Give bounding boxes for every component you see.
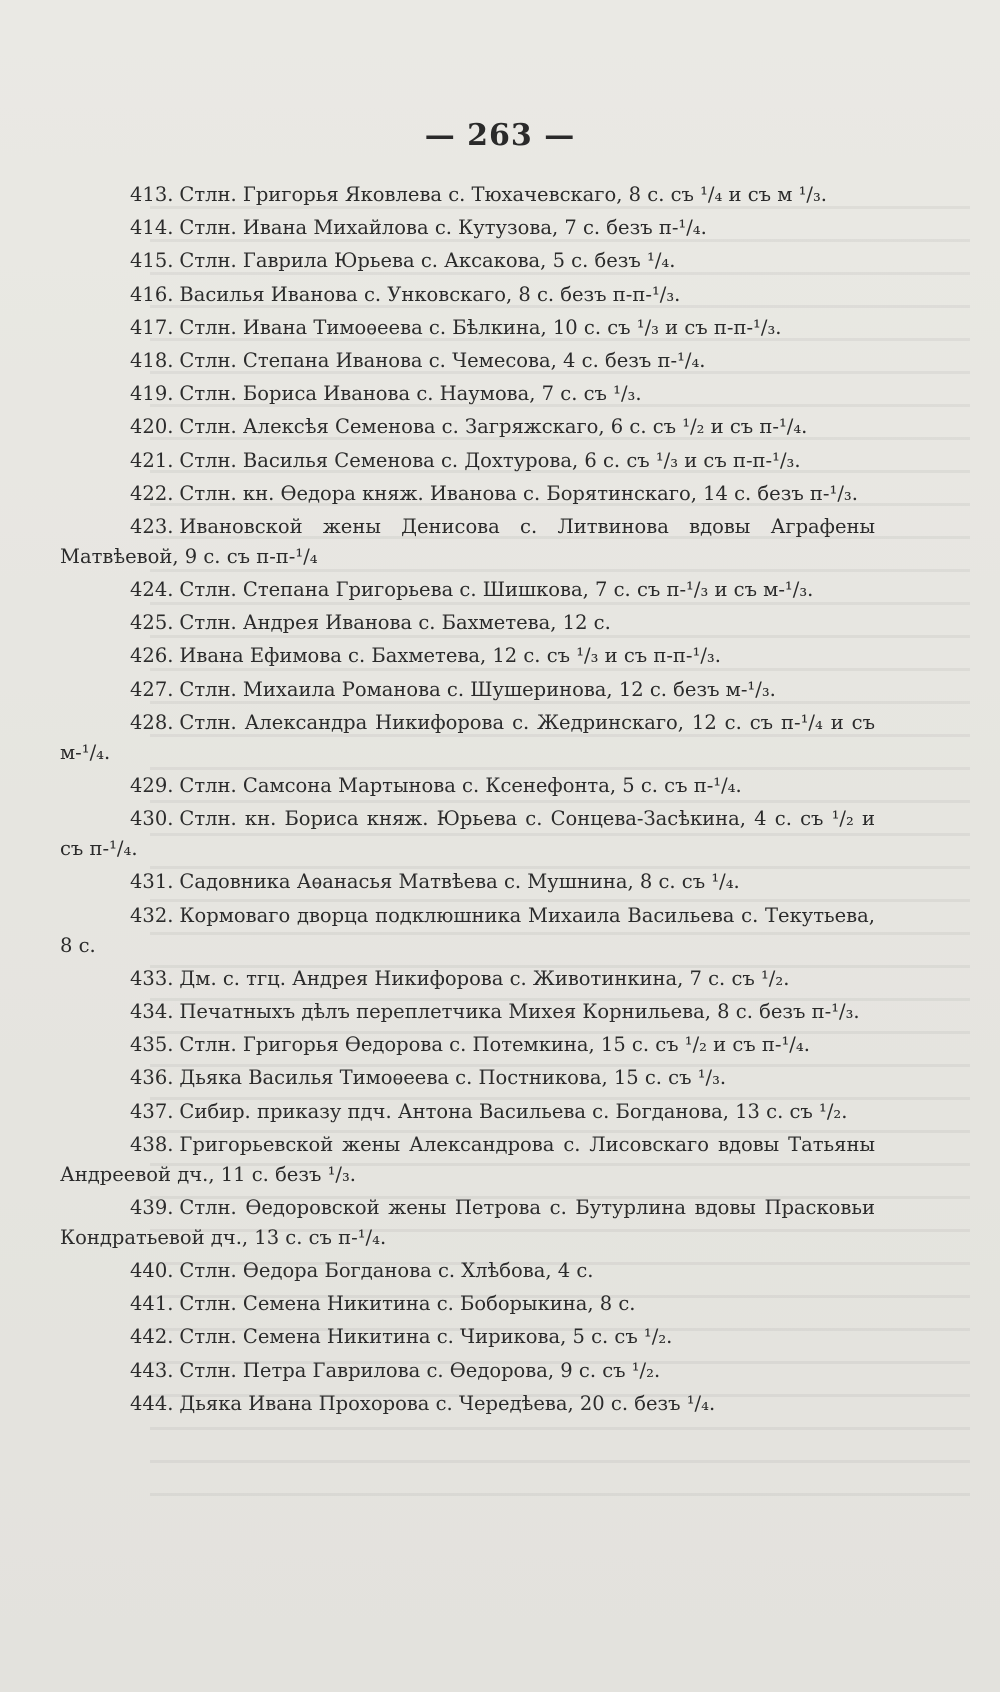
entry-419 (60, 379, 875, 409)
entry-text: Ивана Ефимова с. Бахметева, 12 с. съ ¹/₃ и съ п-п-¹/₃. (179, 644, 721, 668)
entry-414 (60, 213, 875, 243)
entry-number: 438. (130, 1132, 174, 1156)
entry-text: Стлн. Михаила Романова с. Шушеринова, 12 с. безъ м-¹/₃. (179, 677, 776, 701)
entry-number: 415. (130, 249, 174, 273)
entry-434 (60, 997, 875, 1027)
entry-number: 442. (130, 1325, 174, 1349)
entry-number: 413. (130, 183, 174, 206)
entry-number: 431. (130, 870, 174, 894)
entry-number: 429. (130, 774, 174, 797)
entry-text: Сибир. приказу пдч. Антона Васильева с. Богданова, 13 с. съ ¹/₂. (179, 1099, 848, 1123)
entry-number: 425. (130, 611, 174, 635)
entry-number: 421. (130, 448, 174, 472)
entry-436 (60, 1063, 875, 1093)
entry-text: Стлн. Ѳедора Богданова с. Хлѣбова, 4 с. (179, 1259, 594, 1283)
entry-text: Стлн. Гаврила Юрьева с. Аксакова, 5 с. безъ ¹/₄. (179, 249, 676, 273)
entry-444 (60, 1389, 875, 1419)
entry-number: 414. (130, 216, 174, 240)
entry-431 (60, 867, 875, 897)
entry-441 (60, 1289, 875, 1319)
entry-417 (60, 313, 875, 343)
entry-number: 427. (130, 677, 174, 701)
entry-418 (60, 346, 875, 376)
entry-number: 444. (130, 1391, 174, 1415)
entry-text: Григорьевской жены Александрова с. Лисовскаго вдовы Татьяны Андреевой дч., 11 с. безъ ¹/₃. (60, 1132, 875, 1186)
entry-number: 417. (130, 315, 174, 339)
entry-text: Дьяка Ивана Прохорова с. Чередѣева, 20 с. безъ ¹/₄. (179, 1391, 716, 1415)
entry-420 (60, 412, 875, 442)
entry-text: Стлн. кн. Ѳедора княж. Иванова с. Борятинскаго, 14 с. безъ п-¹/₃. (179, 481, 858, 505)
entry-text: Стлн. Василья Семенова с. Дохтурова, 6 с. съ ¹/₃ и съ п-п-¹/₃. (179, 448, 801, 472)
entry-442 (60, 1322, 875, 1352)
entry-429 (60, 771, 875, 801)
entry-439 (60, 1193, 875, 1253)
entry-424 (60, 575, 875, 605)
entry-text: Стлн. кн. Бориса княж. Юрьева с. Сонцева-Засѣкина, 4 с. съ ¹/₂ и съ п-¹/₄. (60, 807, 875, 861)
entry-427 (60, 675, 875, 705)
entry-435 (60, 1030, 875, 1060)
entry-413 (60, 180, 875, 210)
entry-415 (60, 246, 875, 276)
entry-number: 420. (130, 415, 174, 439)
entry-text: Стлн. Андрея Иванова с. Бахметева, 12 с. (179, 611, 611, 635)
entry-number: 443. (130, 1358, 174, 1382)
entry-number: 428. (130, 710, 174, 734)
entry-number: 439. (130, 1195, 174, 1219)
entry-number: 440. (130, 1259, 174, 1283)
entry-list (60, 180, 875, 1422)
entry-number: 424. (130, 578, 174, 602)
entry-421 (60, 446, 875, 476)
entry-number: 441. (130, 1292, 174, 1316)
entry-text: Стлн. Степана Иванова с. Чемесова, 4 с. безъ п-¹/₄. (179, 348, 706, 372)
entry-number: 434. (130, 999, 174, 1023)
entry-text: Стлн. Александра Никифорова с. Жедринскаго, 12 с. съ п-¹/₄ и съ м-¹/₄. (60, 710, 875, 764)
entry-number: 418. (130, 348, 174, 372)
entry-text: Дм. с. тгц. Андрея Никифорова с. Животинкина, 7 с. съ ¹/₂. (179, 966, 790, 990)
entry-text: Ивановской жены Денисова с. Литвинова вдовы Аграфены Матвѣевой, 9 с. съ п-п-¹/₄ (60, 514, 875, 568)
entry-text: Садовника Аѳанасья Матвѣева с. Мушнина, 8 с. съ ¹/₄. (179, 870, 740, 894)
entry-number: 419. (130, 382, 174, 406)
entry-number: 426. (130, 644, 174, 668)
entry-text: Стлн. Степана Григорьева с. Шишкова, 7 с. съ п-¹/₃ и съ м-¹/₃. (179, 578, 814, 602)
entry-number: 436. (130, 1066, 174, 1090)
entry-text: Стлн. Ивана Михайлова с. Кутузова, 7 с. безъ п-¹/₄. (179, 216, 707, 240)
entry-text: Стлн. Бориса Иванова с. Наумова, 7 с. съ ¹/₃. (179, 382, 642, 406)
entry-number: 432. (130, 903, 174, 927)
entry-text: Дьяка Василья Тимоѳеева с. Постникова, 15 с. съ ¹/₃. (179, 1066, 727, 1090)
entry-text: Печатныхъ дѣлъ переплетчика Михея Корнильева, 8 с. безъ п-¹/₃. (179, 999, 860, 1023)
page-number: — 263 — (424, 118, 576, 153)
entry-text: Стлн. Ивана Тимоѳеева с. Бѣлкина, 10 с. съ ¹/₃ и съ п-п-¹/₃. (179, 315, 782, 339)
entry-number: 433. (130, 966, 174, 990)
entry-text: Стлн. Ѳедоровской жены Петрова с. Бутурлина вдовы Прасковьи Кондратьевой дч., 13 с. съ п-¹/₄. (60, 1195, 875, 1249)
entry-426 (60, 641, 875, 671)
entry-437 (60, 1097, 875, 1127)
entry-425 (60, 608, 875, 638)
entry-423 (60, 512, 875, 572)
entry-number: 430. (130, 807, 174, 831)
entry-430 (60, 804, 875, 864)
entry-text: Стлн. Алексѣя Семенова с. Загряжскаго, 6 с. съ ¹/₂ и съ п-¹/₄. (179, 415, 808, 439)
entry-text: Стлн. Самсона Мартынова с. Ксенефонта, 5 с. съ п-¹/₄. (179, 774, 742, 797)
entry-text: Стлн. Семена Никитина с. Чирикова, 5 с. съ ¹/₂. (179, 1325, 673, 1349)
entry-number: 416. (130, 282, 174, 306)
entry-number: 437. (130, 1099, 174, 1123)
entry-422 (60, 479, 875, 509)
entry-text: Василья Иванова с. Унковскаго, 8 с. безъ п-п-¹/₃. (179, 282, 681, 306)
entry-number: 423. (130, 514, 174, 538)
entry-number: 435. (130, 1033, 174, 1057)
entry-433 (60, 964, 875, 994)
entry-438 (60, 1130, 875, 1190)
entry-432 (60, 901, 875, 961)
entry-text: Стлн. Семена Никитина с. Боборыкина, 8 с. (179, 1292, 636, 1316)
entry-number: 422. (130, 481, 174, 505)
entry-text: Стлн. Григорья Яковлева с. Тюхачевскаго, 8 с. съ ¹/₄ и съ м ¹/₃. (179, 183, 828, 206)
entry-text: Стлн. Петра Гаврилова с. Ѳедорова, 9 с. съ ¹/₂. (179, 1358, 661, 1382)
entry-text: Кормоваго дворца подклюшника Михаила Васильева с. Текутьева, 8 с. (60, 903, 875, 957)
entry-text: Стлн. Григорья Ѳедорова с. Потемкина, 15 с. съ ¹/₂ и съ п-¹/₄. (179, 1033, 810, 1057)
entry-443 (60, 1356, 875, 1386)
entry-440 (60, 1256, 875, 1286)
entry-416 (60, 280, 875, 310)
entry-428 (60, 708, 875, 768)
